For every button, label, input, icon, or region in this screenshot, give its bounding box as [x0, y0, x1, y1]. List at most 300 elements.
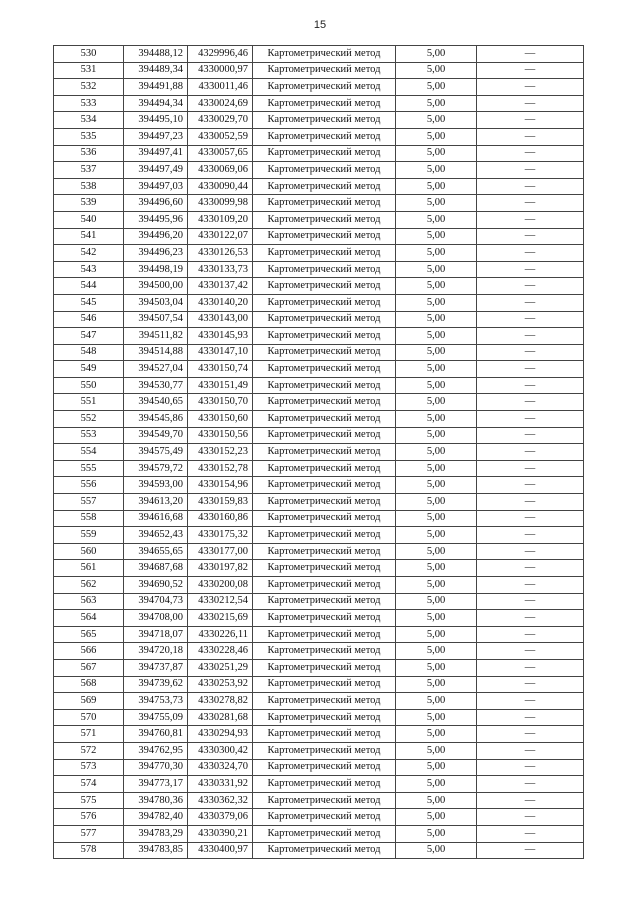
y-coordinate-cell: 4330379,06: [188, 809, 253, 826]
table-row: [54, 460, 584, 477]
method-cell: Картометрический метод: [253, 560, 396, 577]
table-row: [54, 245, 584, 262]
x-coordinate-cell: 394495,96: [124, 211, 188, 228]
y-coordinate-cell: 4330281,68: [188, 709, 253, 726]
point-number-cell: 555: [54, 460, 124, 477]
method-cell: Картометрический метод: [253, 759, 396, 776]
x-coordinate-cell: 394527,04: [124, 361, 188, 378]
point-number-cell: 548: [54, 344, 124, 361]
description-cell: —: [477, 477, 584, 494]
table-row: [54, 610, 584, 627]
method-cell: Картометрический метод: [253, 278, 396, 295]
method-cell: Картометрический метод: [253, 112, 396, 129]
point-number-cell: 537: [54, 162, 124, 179]
description-cell: —: [477, 311, 584, 328]
accuracy-cell: 5,00: [396, 742, 477, 759]
method-cell: Картометрический метод: [253, 145, 396, 162]
y-coordinate-cell: 4330000,97: [188, 62, 253, 79]
table-row: [54, 825, 584, 842]
table-row: [54, 211, 584, 228]
accuracy-cell: 5,00: [396, 626, 477, 643]
description-cell: —: [477, 742, 584, 759]
method-cell: Картометрический метод: [253, 62, 396, 79]
description-cell: —: [477, 62, 584, 79]
table-row: [54, 494, 584, 511]
y-coordinate-cell: 4330126,53: [188, 245, 253, 262]
accuracy-cell: 5,00: [396, 128, 477, 145]
x-coordinate-cell: 394579,72: [124, 460, 188, 477]
table-row: [54, 195, 584, 212]
point-number-cell: 547: [54, 328, 124, 345]
y-coordinate-cell: 4330109,20: [188, 211, 253, 228]
accuracy-cell: 5,00: [396, 709, 477, 726]
description-cell: —: [477, 394, 584, 411]
method-cell: Картометрический метод: [253, 543, 396, 560]
x-coordinate-cell: 394496,23: [124, 245, 188, 262]
point-number-cell: 541: [54, 228, 124, 245]
point-number-cell: 569: [54, 693, 124, 710]
table-row: [54, 328, 584, 345]
table-row: [54, 344, 584, 361]
x-coordinate-cell: 394780,36: [124, 792, 188, 809]
y-coordinate-cell: 4330147,10: [188, 344, 253, 361]
point-number-cell: 535: [54, 128, 124, 145]
y-coordinate-cell: 4330145,93: [188, 328, 253, 345]
table-row: [54, 394, 584, 411]
description-cell: —: [477, 261, 584, 278]
accuracy-cell: 5,00: [396, 178, 477, 195]
y-coordinate-cell: 4330175,32: [188, 527, 253, 544]
accuracy-cell: 5,00: [396, 577, 477, 594]
accuracy-cell: 5,00: [396, 726, 477, 743]
accuracy-cell: 5,00: [396, 759, 477, 776]
description-cell: —: [477, 278, 584, 295]
y-coordinate-cell: 4330122,07: [188, 228, 253, 245]
accuracy-cell: 5,00: [396, 62, 477, 79]
point-number-cell: 534: [54, 112, 124, 129]
accuracy-cell: 5,00: [396, 411, 477, 428]
x-coordinate-cell: 394497,23: [124, 128, 188, 145]
y-coordinate-cell: 4330140,20: [188, 294, 253, 311]
method-cell: Картометрический метод: [253, 742, 396, 759]
description-cell: —: [477, 709, 584, 726]
accuracy-cell: 5,00: [396, 659, 477, 676]
x-coordinate-cell: 394613,20: [124, 494, 188, 511]
accuracy-cell: 5,00: [396, 344, 477, 361]
y-coordinate-cell: 4330197,82: [188, 560, 253, 577]
description-cell: —: [477, 825, 584, 842]
accuracy-cell: 5,00: [396, 228, 477, 245]
method-cell: Картометрический метод: [253, 643, 396, 660]
table-row: [54, 759, 584, 776]
x-coordinate-cell: 394498,19: [124, 261, 188, 278]
method-cell: Картометрический метод: [253, 128, 396, 145]
point-number-cell: 567: [54, 659, 124, 676]
accuracy-cell: 5,00: [396, 693, 477, 710]
table-row: [54, 62, 584, 79]
x-coordinate-cell: 394783,85: [124, 842, 188, 859]
table-row: [54, 776, 584, 793]
x-coordinate-cell: 394760,81: [124, 726, 188, 743]
table-row: [54, 693, 584, 710]
x-coordinate-cell: 394770,30: [124, 759, 188, 776]
accuracy-cell: 5,00: [396, 311, 477, 328]
page-number: 15: [313, 19, 327, 31]
point-number-cell: 575: [54, 792, 124, 809]
table-row: [54, 792, 584, 809]
accuracy-cell: 5,00: [396, 79, 477, 96]
description-cell: —: [477, 643, 584, 660]
table-row: [54, 261, 584, 278]
y-coordinate-cell: 4330362,32: [188, 792, 253, 809]
accuracy-cell: 5,00: [396, 245, 477, 262]
accuracy-cell: 5,00: [396, 792, 477, 809]
method-cell: Картометрический метод: [253, 444, 396, 461]
point-number-cell: 578: [54, 842, 124, 859]
point-number-cell: 565: [54, 626, 124, 643]
point-number-cell: 563: [54, 593, 124, 610]
method-cell: Картометрический метод: [253, 377, 396, 394]
point-number-cell: 573: [54, 759, 124, 776]
table-row: [54, 510, 584, 527]
description-cell: —: [477, 759, 584, 776]
accuracy-cell: 5,00: [396, 46, 477, 63]
point-number-cell: 560: [54, 543, 124, 560]
table-row: [54, 742, 584, 759]
table-row: [54, 444, 584, 461]
x-coordinate-cell: 394496,20: [124, 228, 188, 245]
method-cell: Картометрический метод: [253, 178, 396, 195]
accuracy-cell: 5,00: [396, 162, 477, 179]
description-cell: —: [477, 510, 584, 527]
description-cell: —: [477, 626, 584, 643]
point-number-cell: 539: [54, 195, 124, 212]
description-cell: —: [477, 726, 584, 743]
method-cell: Картометрический метод: [253, 842, 396, 859]
accuracy-cell: 5,00: [396, 95, 477, 112]
method-cell: Картометрический метод: [253, 577, 396, 594]
x-coordinate-cell: 394549,70: [124, 427, 188, 444]
accuracy-cell: 5,00: [396, 427, 477, 444]
table-row: [54, 427, 584, 444]
y-coordinate-cell: 4330294,93: [188, 726, 253, 743]
point-number-cell: 564: [54, 610, 124, 627]
description-cell: —: [477, 112, 584, 129]
description-cell: —: [477, 809, 584, 826]
point-number-cell: 562: [54, 577, 124, 594]
table-row: [54, 311, 584, 328]
x-coordinate-cell: 394507,54: [124, 311, 188, 328]
accuracy-cell: 5,00: [396, 444, 477, 461]
x-coordinate-cell: 394497,03: [124, 178, 188, 195]
description-cell: —: [477, 593, 584, 610]
method-cell: Картометрический метод: [253, 79, 396, 96]
description-cell: —: [477, 162, 584, 179]
y-coordinate-cell: 4330152,78: [188, 460, 253, 477]
y-coordinate-cell: 4330331,92: [188, 776, 253, 793]
point-number-cell: 530: [54, 46, 124, 63]
point-number-cell: 542: [54, 245, 124, 262]
table-row: [54, 593, 584, 610]
table-row: [54, 145, 584, 162]
description-cell: —: [477, 245, 584, 262]
description-cell: —: [477, 693, 584, 710]
y-coordinate-cell: 4330228,46: [188, 643, 253, 660]
x-coordinate-cell: 394489,34: [124, 62, 188, 79]
y-coordinate-cell: 4330150,60: [188, 411, 253, 428]
table-row: [54, 543, 584, 560]
point-number-cell: 538: [54, 178, 124, 195]
x-coordinate-cell: 394690,52: [124, 577, 188, 594]
x-coordinate-cell: 394545,86: [124, 411, 188, 428]
x-coordinate-cell: 394782,40: [124, 809, 188, 826]
table-row: [54, 626, 584, 643]
accuracy-cell: 5,00: [396, 294, 477, 311]
method-cell: Картометрический метод: [253, 659, 396, 676]
description-cell: —: [477, 211, 584, 228]
description-cell: —: [477, 543, 584, 560]
x-coordinate-cell: 394488,12: [124, 46, 188, 63]
y-coordinate-cell: 4330011,46: [188, 79, 253, 96]
table-row: [54, 278, 584, 295]
method-cell: Картометрический метод: [253, 294, 396, 311]
description-cell: —: [477, 444, 584, 461]
method-cell: Картометрический метод: [253, 344, 396, 361]
method-cell: Картометрический метод: [253, 361, 396, 378]
method-cell: Картометрический метод: [253, 394, 396, 411]
table-row: [54, 162, 584, 179]
description-cell: —: [477, 460, 584, 477]
y-coordinate-cell: 4330278,82: [188, 693, 253, 710]
point-number-cell: 572: [54, 742, 124, 759]
description-cell: —: [477, 128, 584, 145]
x-coordinate-cell: 394704,73: [124, 593, 188, 610]
table-row: [54, 643, 584, 660]
method-cell: Картометрический метод: [253, 245, 396, 262]
method-cell: Картометрический метод: [253, 162, 396, 179]
method-cell: Картометрический метод: [253, 427, 396, 444]
accuracy-cell: 5,00: [396, 543, 477, 560]
method-cell: Картометрический метод: [253, 460, 396, 477]
accuracy-cell: 5,00: [396, 610, 477, 627]
method-cell: Картометрический метод: [253, 792, 396, 809]
point-number-cell: 559: [54, 527, 124, 544]
table-row: [54, 128, 584, 145]
y-coordinate-cell: 4330069,06: [188, 162, 253, 179]
method-cell: Картометрический метод: [253, 328, 396, 345]
method-cell: Картометрический метод: [253, 776, 396, 793]
y-coordinate-cell: 4330150,70: [188, 394, 253, 411]
x-coordinate-cell: 394753,73: [124, 693, 188, 710]
y-coordinate-cell: 4330300,42: [188, 742, 253, 759]
point-number-cell: 552: [54, 411, 124, 428]
table-row: [54, 842, 584, 859]
y-coordinate-cell: 4330029,70: [188, 112, 253, 129]
x-coordinate-cell: 394687,68: [124, 560, 188, 577]
y-coordinate-cell: 4330177,00: [188, 543, 253, 560]
point-number-cell: 556: [54, 477, 124, 494]
method-cell: Картометрический метод: [253, 46, 396, 63]
accuracy-cell: 5,00: [396, 842, 477, 859]
accuracy-cell: 5,00: [396, 460, 477, 477]
x-coordinate-cell: 394593,00: [124, 477, 188, 494]
method-cell: Картометрический метод: [253, 195, 396, 212]
description-cell: —: [477, 560, 584, 577]
method-cell: Картометрический метод: [253, 477, 396, 494]
description-cell: —: [477, 361, 584, 378]
table-row: [54, 527, 584, 544]
y-coordinate-cell: 4329996,46: [188, 46, 253, 63]
method-cell: Картометрический метод: [253, 494, 396, 511]
y-coordinate-cell: 4330150,74: [188, 361, 253, 378]
point-number-cell: 546: [54, 311, 124, 328]
method-cell: Картометрический метод: [253, 693, 396, 710]
accuracy-cell: 5,00: [396, 825, 477, 842]
method-cell: Картометрический метод: [253, 825, 396, 842]
table-row: [54, 659, 584, 676]
description-cell: —: [477, 659, 584, 676]
x-coordinate-cell: 394783,29: [124, 825, 188, 842]
method-cell: Картометрический метод: [253, 809, 396, 826]
point-number-cell: 561: [54, 560, 124, 577]
method-cell: Картометрический метод: [253, 411, 396, 428]
point-number-cell: 577: [54, 825, 124, 842]
accuracy-cell: 5,00: [396, 112, 477, 129]
y-coordinate-cell: 4330226,11: [188, 626, 253, 643]
y-coordinate-cell: 4330154,96: [188, 477, 253, 494]
method-cell: Картометрический метод: [253, 726, 396, 743]
accuracy-cell: 5,00: [396, 328, 477, 345]
table-row: [54, 726, 584, 743]
y-coordinate-cell: 4330200,08: [188, 577, 253, 594]
y-coordinate-cell: 4330215,69: [188, 610, 253, 627]
x-coordinate-cell: 394497,41: [124, 145, 188, 162]
method-cell: Картометрический метод: [253, 593, 396, 610]
point-number-cell: 549: [54, 361, 124, 378]
accuracy-cell: 5,00: [396, 195, 477, 212]
y-coordinate-cell: 4330057,65: [188, 145, 253, 162]
x-coordinate-cell: 394514,88: [124, 344, 188, 361]
point-number-cell: 540: [54, 211, 124, 228]
accuracy-cell: 5,00: [396, 593, 477, 610]
y-coordinate-cell: 4330151,49: [188, 377, 253, 394]
x-coordinate-cell: 394496,60: [124, 195, 188, 212]
method-cell: Картометрический метод: [253, 211, 396, 228]
y-coordinate-cell: 4330400,97: [188, 842, 253, 859]
point-number-cell: 536: [54, 145, 124, 162]
table-row: [54, 377, 584, 394]
table-row: [54, 577, 584, 594]
x-coordinate-cell: 394500,00: [124, 278, 188, 295]
x-coordinate-cell: 394708,00: [124, 610, 188, 627]
point-number-cell: 551: [54, 394, 124, 411]
x-coordinate-cell: 394495,10: [124, 112, 188, 129]
table-row: [54, 294, 584, 311]
description-cell: —: [477, 46, 584, 63]
accuracy-cell: 5,00: [396, 394, 477, 411]
y-coordinate-cell: 4330324,70: [188, 759, 253, 776]
method-cell: Картометрический метод: [253, 95, 396, 112]
y-coordinate-cell: 4330390,21: [188, 825, 253, 842]
description-cell: —: [477, 294, 584, 311]
description-cell: —: [477, 95, 584, 112]
coordinates-table: [53, 45, 584, 859]
description-cell: —: [477, 792, 584, 809]
accuracy-cell: 5,00: [396, 676, 477, 693]
description-cell: —: [477, 494, 584, 511]
description-cell: —: [477, 195, 584, 212]
accuracy-cell: 5,00: [396, 261, 477, 278]
y-coordinate-cell: 4330052,59: [188, 128, 253, 145]
description-cell: —: [477, 527, 584, 544]
table-row: [54, 228, 584, 245]
accuracy-cell: 5,00: [396, 477, 477, 494]
x-coordinate-cell: 394718,07: [124, 626, 188, 643]
point-number-cell: 570: [54, 709, 124, 726]
method-cell: Картометрический метод: [253, 261, 396, 278]
description-cell: —: [477, 145, 584, 162]
description-cell: —: [477, 228, 584, 245]
method-cell: Картометрический метод: [253, 228, 396, 245]
description-cell: —: [477, 577, 584, 594]
accuracy-cell: 5,00: [396, 510, 477, 527]
x-coordinate-cell: 394773,17: [124, 776, 188, 793]
x-coordinate-cell: 394652,43: [124, 527, 188, 544]
accuracy-cell: 5,00: [396, 361, 477, 378]
table-row: [54, 809, 584, 826]
y-coordinate-cell: 4330099,98: [188, 195, 253, 212]
point-number-cell: 566: [54, 643, 124, 660]
x-coordinate-cell: 394491,88: [124, 79, 188, 96]
x-coordinate-cell: 394737,87: [124, 659, 188, 676]
point-number-cell: 550: [54, 377, 124, 394]
point-number-cell: 531: [54, 62, 124, 79]
point-number-cell: 574: [54, 776, 124, 793]
table-row: [54, 112, 584, 129]
description-cell: —: [477, 79, 584, 96]
description-cell: —: [477, 610, 584, 627]
point-number-cell: 568: [54, 676, 124, 693]
description-cell: —: [477, 676, 584, 693]
description-cell: —: [477, 178, 584, 195]
y-coordinate-cell: 4330160,86: [188, 510, 253, 527]
x-coordinate-cell: 394575,49: [124, 444, 188, 461]
x-coordinate-cell: 394755,09: [124, 709, 188, 726]
table-row: [54, 709, 584, 726]
accuracy-cell: 5,00: [396, 377, 477, 394]
table-row: [54, 411, 584, 428]
method-cell: Картометрический метод: [253, 626, 396, 643]
y-coordinate-cell: 4330133,73: [188, 261, 253, 278]
y-coordinate-cell: 4330150,56: [188, 427, 253, 444]
method-cell: Картометрический метод: [253, 311, 396, 328]
table-row: [54, 477, 584, 494]
y-coordinate-cell: 4330152,23: [188, 444, 253, 461]
description-cell: —: [477, 842, 584, 859]
description-cell: —: [477, 328, 584, 345]
point-number-cell: 533: [54, 95, 124, 112]
point-number-cell: 544: [54, 278, 124, 295]
accuracy-cell: 5,00: [396, 809, 477, 826]
method-cell: Картометрический метод: [253, 676, 396, 693]
x-coordinate-cell: 394497,49: [124, 162, 188, 179]
point-number-cell: 545: [54, 294, 124, 311]
method-cell: Картометрический метод: [253, 527, 396, 544]
table-row: [54, 560, 584, 577]
point-number-cell: 553: [54, 427, 124, 444]
x-coordinate-cell: 394540,65: [124, 394, 188, 411]
table-row: [54, 79, 584, 96]
